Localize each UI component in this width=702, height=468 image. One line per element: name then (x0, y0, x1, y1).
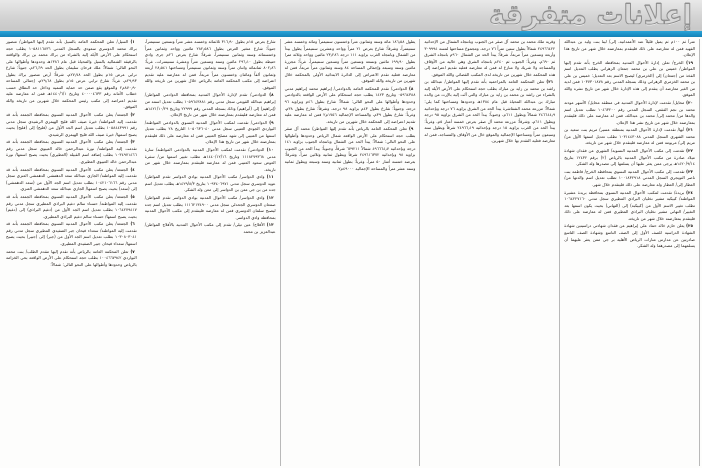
advertisement-text: يطول ١٨٦٫٥٨ مائة وستة وثمانون متراً وخمسون سنتيمتراً ومائة وخمسة عشر سنتيمتراً، وشرقاً: شارع بعرض ٢١ متراً وواحد وعشرين سنتيمتراً يطول بيدأ من الشمال وبانتجاه الغرب بزاوية ١١١ درجة ٢٣٫٢٨٦ مائتين وواحد وثلاثة مترا بطول ١٩٩٫٩٠ مائتين وتسعة وتسعين متراً وتسعين سنتيمتراً، غرباً: مجزرة مائتين وستة وسبعة وإجمالي المساحة ٨٤ وستة وثمانون متراً مربعاً، فمن له معارضة فعليه تقدم الاعتراض إلى الدائرة الابتدائية الأولى بالمحكمة خلال شهرين من تاريخه والله الموفق. (284, 39, 416, 84)
advertisement-item (424, 79, 555, 144)
advertisement-item (564, 39, 695, 59)
advertisement-number: ١١) (266, 174, 274, 180)
advertisement-item (285, 86, 416, 125)
advertisement-text: الدوادمي/ تقدم لإدارة الأحوال المدنية بمحافظة الدوادمي المواطن/ إبراهيم عبدالله القويعي سجل مدني رقم ١٠٥٩٦٤٣٨٨١ يطلب تعديل اسمه من (إبراهيم) إلى (أبراهيم) وذلك بسجله المدني رقم ٢٢٩٩٩ وتاريخ ١٤٢١/١٠/٢٩هـ فمن له معارضة فليتقدم بمعارضته خلال شهر من تاريخ الإعلان. (144, 92, 276, 118)
advertisement-number: ٢٢) (686, 148, 693, 154)
advertisement-number: ٢٤) (686, 189, 693, 195)
advertisement-text: تعلن المحكمة العامة بالرياض بأنه تقدم إليها المواطن/ محمد آل صقر بطلب حجة استحكام على الأرض الواقعة شمال الرياض وحدودها وأطوالها على النحو التالي: شمالاً: يبدأ الحد من الشمال وبانتجاه الجنوب بزاوية ١٤١ درجة وبإحداثية ٤٩٦٦٦٤٫٧ شمالاً ٦٧٩٢١١ شرقاً، وجنوباً: يبدأ الحد من الجنوب بزاوية ٩٨ وبإحداثية ٢٤٩٦١٦٣٧٢ شرقاً وبطول ثمانية وثلاثين متراً، وشرقاً: بعرضه خمسة أمتار ٥٠ متراً، وغرباً: بطول ثمانية وستة وسبعة ويطول ثمانية وستة عشر متراً والمساحة الإجمالية ٤٩٠٠٠م٢. (284, 126, 416, 171)
masthead (0, 0, 702, 37)
advertisement-number: ٩) (409, 126, 414, 132)
advertisement-text: وادي الدواسر/ مكتب الأحوال المدنية بوادي الدواسر تقدم المواطن/ عويد الدوسري سجل مدني ١٠٩٣٤٠٦٩٧١ بتاريخ ١٤٢٩/٨/٣هـ يطلب تعديل اسم جده من بن جي معن بن الدواسر إلى معن وله الشكر. (144, 174, 276, 193)
advertisement-number: ١٢) (266, 195, 274, 201)
advertisement-text: وقرية ملك محمد بن محمد آل صقر من الجنوب وبانتجاه الشمال من الإحداثية ٢٤٩٦٦٤٢٢ شمالاً بطول ستين متراً ٧٦ درجة، ومجموع مساحتها لمسة ٣٠٩٩٩٤ وأربعة وتسعين متراً مربعاً، شرقاً: يبدأ الحد من الشمال ٩٦٠م بانتجاه الشرق ثم ٦٩٠م، وغرباً: الجنوب ثم ٢٤٠م بانتجاه الشرق وهي خالية من الأوقاف والمساجد ولا شريك ولا منازع له فمن له معارضة فعليه تقديم اعتراضه إلى هذه المحكمة خلال شهرين من تاريخه لدى المكتب القضائي والله الموفق. (424, 39, 556, 77)
advertisement-number: ٢١) (546, 79, 554, 85)
advertisement-item (564, 223, 695, 249)
advertisement-item (145, 39, 276, 91)
advertisement-number: ١٣) (266, 222, 274, 228)
advertisement-text: تقدمت إلى مكتب الأحوال المدنية النسوية/ الشهري عن فقدان شهادة ميلاد صادرة من مكتب الأحوال المدنية بالرياض (٢) برقم ١٢٤٣٢ بتاريخ ١٤٢٠/٩/١٤هـ يرجى ممن يعثر عليها أن يسلمها إلى مصدرها وله الشكر. (564, 148, 695, 167)
advertisement-item (564, 148, 695, 168)
advertisement-number: ١٩) (686, 59, 693, 65)
advertisement-text: الجمعة/ يعلن مكتب الأحوال المدنية النسوي بمحافظة الجمعة بأنه قد تقدمت إليه المواطنة/ سعداء فيحان جبر الضفيدي المطيري سجل مدني رقم ١٠٣٠٨٠٣٠٤١ بطلب تعديل اسم الجد الأول من (جبر) إلى (جبير) بحيث يصبح اسمها/ سعداء فيحان جبير الضفيدي المطيري. (6, 221, 137, 246)
advertisement-text: الدوادمي/ تقدمت لمكتب الأحوال المدنية بالدوادمي المواطنة/ سارة مدني ١١١٨٢٧٩٣٦٨ وتاريخ ١٤٤٠/١٢/١٦هـ تطلب تغيير اسمها من/ سفرة العوض سعود العتيبي فمن له معارضة فليتقدم بمعارضته خلال شهر من تاريخه. (144, 147, 276, 172)
advertisement-number: ٦) (130, 221, 135, 227)
columns-container (2, 39, 700, 466)
advertisement-number: ٢٥) (686, 223, 693, 229)
masthead-accent-rule (0, 31, 702, 37)
advertisement-number: ١٠) (266, 147, 274, 153)
advertisement-item (145, 174, 276, 194)
advertisement-number: ٧) (130, 248, 135, 254)
advertisement-text: الجمعة/ يعلن مكتب الأحوال المدنية النسوي بمحافظة الجمعة بأنه قد تقدمت إليه المواطنة/ نورة عبدالرحمن خالد العبيوي سجل مدني رقم ١٠٣٤٩٧١٤٦٦ بطلب إضافة اسم القبيلة (العطيري) بحيث يصبح اسمها/ نورة عبدالرحمن خالد العبيوي العطيري. (6, 139, 137, 165)
advertisement-text: الجمعة/ يعلن مكتب الأحوال المدنية النسوي بمحافظة الجمعة بأنه قد تقدمت إليه المواطنة/ خيرة ضيف الله فليح الهيمزي الرشيدي سجل مدني رقم ١٠٥٨٤٤٣٩٩١ بطلب تعديل اسم الجد الأول من (فليح) إلى (فليح) بحيث يصبح اسمها/ خيرة ضيف الله فليح الهيمزي الرشيدي. (6, 112, 137, 137)
advertisement-item (424, 39, 555, 78)
advertisement-text: وادي الدواسر/ مكتب الأحوال المدنية بوادي الدواسر تقدم المواطن/ صمعان الدوسري الجحدلي سجل مدني ١١١٦٢١٣٤٩٠٠ يطلب تعديل اسم جده ليصبح سلمان الدوسري فمن له معارضة فليتقدم إلى مكتب الأحوال المدنية بمحافظة وادي الدواسر. (144, 195, 276, 220)
advertisement-text: تقدمت إلى مكتب الأحوال المدنية النسوي بمحافظة الخرج/ فاطمة بنت ناصر التويجري السجل المدني ١٠٠١٨٣٢٩١٨ تطلب تعديل اسم والدتها من/ العطار إلى/ العطار وله معارضة على ذلك فليتقدم خلال شهر. (564, 168, 695, 187)
advertisement-item (6, 221, 137, 247)
advertisement-text: الخرج/ تعلن إدارة الأحوال المدنية بمحافظة الخرج بأنه تقدم إليها المواطن/ خميس بن علي بن محمد جمعان الزهراني يطلب التعديل اسم الفخذ من (جمعان) إلى (الخزمري) ليصبح الاسم بعد التعديل: خميس بن علي بن محمد الخزمري الزهراني وذلك بسجله المدني رقم ١٠٣٧٣٠١٨٧٨ فمن لديه من الغير معارضة أن يتقدم إلى هذه الإدارة خلال شهر من تاريخ نشره والله الموفق. (564, 59, 695, 98)
text-column-1 (2, 39, 141, 466)
advertisement-number: ٢) (130, 112, 135, 118)
advertisement-item (145, 92, 276, 118)
advertisement-text: شارع بعرض ١٥م بطول ٣١٦٫٩٠ ثلاثمائة وخمسة عشر متراً وتسعين سنتيمتراً، جنوباً: شارع متغير العرض بطول ٢٨٢٫٥٨٦ مائتين وواحد وثمانين متراً وخمسمائة وستة وثمانين سنتيمتراً، شرقاً: شارع بعرض ٢٦م جرى وادي حتيطة بطول ٢٩٦٫١٠ مائتين وستة وتسعين متراً وعشرة سنتيمترات، غرباً: ٨٠٢٫٨٦ ثمانمائة واثنان متراً وستة وثمانون سنتيمتراً ومساحتها ٢٨٫٥٤١ أربعة وثمانون ألفاً ومائتان وخمسون متراً مربعاً، فمن له معارضة عليه تقديم اعتراضه إلى مكتب المحكمة العامة بالرياض خلال شهرين من تاريخه والله الموفق. (144, 39, 276, 90)
advertisement-text: الجمعة/ يعلن مكتب الأحوال المدنية النسوي بمحافظة الجمعة بأنه قد تقدمت إليه المواطنة/ حسناء سالم دغيم البراذي المطيري سجل مدني رقم ١٠٦٤٢٧٩٤١٧ بطلب تعديل اسم الجد الأول من (دغيم البراذي) إلى (دغيم) بحيث يصبح اسمها/ حسناء سالم دغيم البراذي المطيري. (6, 193, 137, 219)
text-column-2 (141, 39, 281, 466)
advertisement-number: ٩) (269, 119, 274, 125)
column-2-body (145, 39, 276, 235)
column-5-body (564, 39, 695, 250)
advertisement-text: الدوادمي/ تقدم للمحكمة العامة بالدوادمي/ إبراهيم محمد إبراهيم مدني ٠٥٩٦٤٣٨٨ وتاريخ ١٤٢٣ يطلب حجة استحكام على الأرض الواقعة بالدوادمي وحدودها وأطوالها على النحو التالي: شمالاً: شارع بطول ٤٦م وبزاوية ٩٦ درجة، وجنوباً: شارع بطول ٤٣م بزاوية ٩٨ درجة، وشرقاً: شارع بطول ٣٨م، وغرباً: شارع بطول ٣٩م، والمساحة الإجمالية ١٧٥٦م٢ فمن له معارضة عليه تقديم اعتراضه إلى المحكمة خلال شهرين من تاريخه. (284, 85, 416, 124)
advertisement-number: ٢٠) (686, 100, 693, 106)
advertisement-item (6, 249, 137, 269)
advertisement-item (145, 195, 276, 221)
advertisement-item (6, 194, 137, 220)
page-title: إعلانات متفرقة (488, 0, 692, 31)
advertisement-item (145, 147, 276, 173)
advertisement-item (6, 139, 137, 165)
advertisement-item (285, 39, 416, 85)
advertisement-item (564, 60, 695, 99)
advertisement-item (564, 100, 695, 126)
advertisement-number: ٢٣) (686, 168, 693, 174)
advertisement-text: السيل/ تعلن المحكمة العامة بالسيل بأنه تقدم إليها المواطن/ منصور براك محمد الدوسري سعودي بالسجل المدني ١٠٥٨١١٦٨٣٦ يطلب حجة استحكام على الأرض الأيلة إليه بالشراء من براك محمد بن براك والواقعة بالرقيقة الشمالية بالسيل والمحياة قبل عام ١٣٨٦هـ وحدودها وأطوالها على النحو التالي: شمالاً: ملك فرحان سليمان بطول الحد ٢٦٫٦٩م، جنوباً: شارع ترابي عرض ١٥م بطول الحد ٢٧٫٧٨م، شرقاً: أرض منصور براك بطول ٢٩٫٩٣م، غرباً: شارع ترابي عرض ١٥م بطول ٢٩٫٦٨م، إجمالي المساحة ٨٧٠٫٩٠م٢ والموقع يقع ضمن حد حماية التنمية وداخل حد النطاق حسب خطاب الأمانة رقم ٤٠٠٠٠٤٦٣٣ وتاريخ ١٤٤٠/٦/١هـ فمن له معارضة عليه تقديم اعتراضه إلى مكتب رئيس المحكمة خلال شهرين من تاريخه والله الموفق. (6, 39, 137, 110)
advertisement-item (6, 167, 137, 193)
advertisement-text: أبها/ تقدمت لإدارة الأحوال المدنية بمنطقة عسير/ مريم بنت سعيد بن محمد الشهري السجل المدني ١٠٣١٤٤٣٠٨٨ تطلب تعديل اسمها الأول من/ مريم إلى/ مريومة فمن له معارضة فليتقدم خلال شهر من تاريخه. (564, 127, 695, 146)
advertisement-text: محايل/ تقدمت لإدارة الأحوال المدنية في منطقة محايل/ الأسهر مودته محمد بن نجم الفقص، السجل المدني رقم ١٠٤٦٣٢٠٠ تطلب تعديل اسم والدها من/ محمد إلى/ محمد بن عبدالله، فمن له معارضة على ذلك فليتقدم بمعارضته خلال شهر من تاريخ نشر هذا الإعلان. (564, 100, 695, 125)
text-column-4 (420, 39, 560, 466)
advertisement-text: الجمعة/ يعلن مكتب الأحوال المدنية النسوي بمحافظة الجمعة بأنه قد تقدمت إليه المواطنة/ الجازي عبدالله سعد الدهمشي الدهمشي العنزي سجل مدني رقم ١٠٤٢١٠٦١٦٦ بطلب تعديل اسم الجد الأول من (سعد الدهمشي) إلى (سعد) بحيث يصبح اسمها/ الجازي عبدالله سعد الدهمشي العنزي. (6, 166, 137, 192)
advertisement-text: متراً ثم ١٠٠م ثم يميل قليلاً عند الأعمدانية، إلى/ لينا بنت وليد بن عبدالله الفهيد فمن له معارضة على ذلك فليتقدم بمعارضته خلال شهر من تاريخ هذا الإعلان. (564, 39, 695, 58)
advertisement-item (145, 222, 276, 235)
advertisement-item (285, 126, 416, 172)
column-4-body (424, 39, 555, 145)
advertisement-item (564, 190, 695, 223)
advertisement-number: ٣) (130, 139, 135, 145)
advertisement-item (145, 120, 276, 146)
advertisement-text: يعلن حازم خالد حماد علي إبراهيم عن فقدان شهادتي دراسيتين شهادة الشهادة الدراسية للصف الأول إلى الصف التاسع وشهادة الصف التاسع صادرتين عن مدارس منارات الرياض الأهلية بر جي ممن يعثر عليهما أن يسلمهما إلى مصدرهما وله الشكر. (564, 223, 695, 249)
advertisement-text: بريدة/ تقدمت لمكتب الأحوال المدنية النسوي بمحافظة بريدة عشيرة المواطنة/ كبيكبة مشير نخليان البراذي المطيري سجل مدني ١٠٦٤٢٢٧١٦٠ تطلب تغيير الاسم الأول من (كبيكبة) إلى (التهاني) بحيث يكون اسمها بعد التغيير/ التهاني مشير نخليان البراذي المطيري فمن له معارضة على ذلك فليتقدم بمعارضته خلال شهر من تاريخه. (564, 189, 695, 221)
column-3-body (285, 39, 416, 172)
text-column-3 (281, 39, 421, 466)
advertisement-item (6, 112, 137, 138)
advertisement-item (6, 39, 137, 111)
text-column-5 (560, 39, 700, 466)
advertisement-item (564, 127, 695, 147)
advertisement-text: تعلن المحكمة العامة بالمزاحمية بأنه تقدم إليها المواطن/ عبدالله بن راشد بن محمد بن زايد بن مبارك بطلب حجة استحكام على الأرض الأيلة إليه بالشراء من راشد بن محمد بن زايد بن مبارك والتي آلت إليه بالإرث من والده مبارك بن عبدالله المحياة قبل عام ١٣٨٤هـ وحدودها ومساحتها كما يلي: شمالاً: مزرعة محمد الشفاشرة يبدأ الحد من الشرق بزاوية ٧٦ درجة وبإحداثية ٢٤٦٦٤٤٫٩ شمالاً وبطول ٦١١م، وجنوباً: يبدأ الحد من الشرق بزاوية ٩٥ درجة ويطول ٦١١م، وشرقاً: مزرعة محمد آل صقر بعرض خمسة أمتار ٥م، وغرباً: يبدأ الحد من الغرب بزاوية ١٥ درجة وبإحداثية ٢٤٩٦٦٫١٩ شرقاً ويطول ستة وسبعون متراً ومساحتها الإجمالية والموقع خال من الأوقاف والمساجد، فمن له معارضة فعليه التقدم بها خلال شهرين. (424, 79, 556, 144)
column-1-body (6, 39, 137, 268)
advertisement-number: ٥) (130, 193, 135, 199)
advertisement-text: الدوادمي/ تقدمت لمكتب الأحوال المدنية النسوي بالدوادمي المواطنة/ البواردي الجودي العتيبي سجل مدني ١٠٥٠٦٣٦٠٤٠ التاريخ ٢٨ بطلب تعديل اسمها من العتيبي إلى شهد مصلح العتيبي فمن له معارضة على ذلك فليتقدم بمعارضته خلال شهر من تاريخ هذا الإعلان. (144, 119, 276, 145)
advertisement-number: ١) (130, 39, 135, 44)
advertisement-number: ٤) (130, 166, 135, 172)
advertisement-text: الأفلاج/ عين تيلى/ تقدم إلى مكتب الأحوال المدنية بالأفلاج المواطن/ عبدالعزيز بن محمد (144, 222, 276, 234)
advertisement-number: ٨) (269, 92, 274, 98)
advertisement-item (564, 169, 695, 189)
advertisement-number: ٢١) (686, 127, 693, 133)
advertisement-text: تعلن المحكمة العامة بالرياض بأنه تقدم إليها مقدم الطلب/ بنت محمد البواردي ١٠٠٤٦٦٧٩٤٢ بطلب حجة استحكام على الأرض الواقعة بحي الخزامة بالرياض وحدودها وأطوالها على النحو التالي: شمالاً: (6, 248, 137, 267)
advertisement-number: ٨) (409, 85, 414, 91)
